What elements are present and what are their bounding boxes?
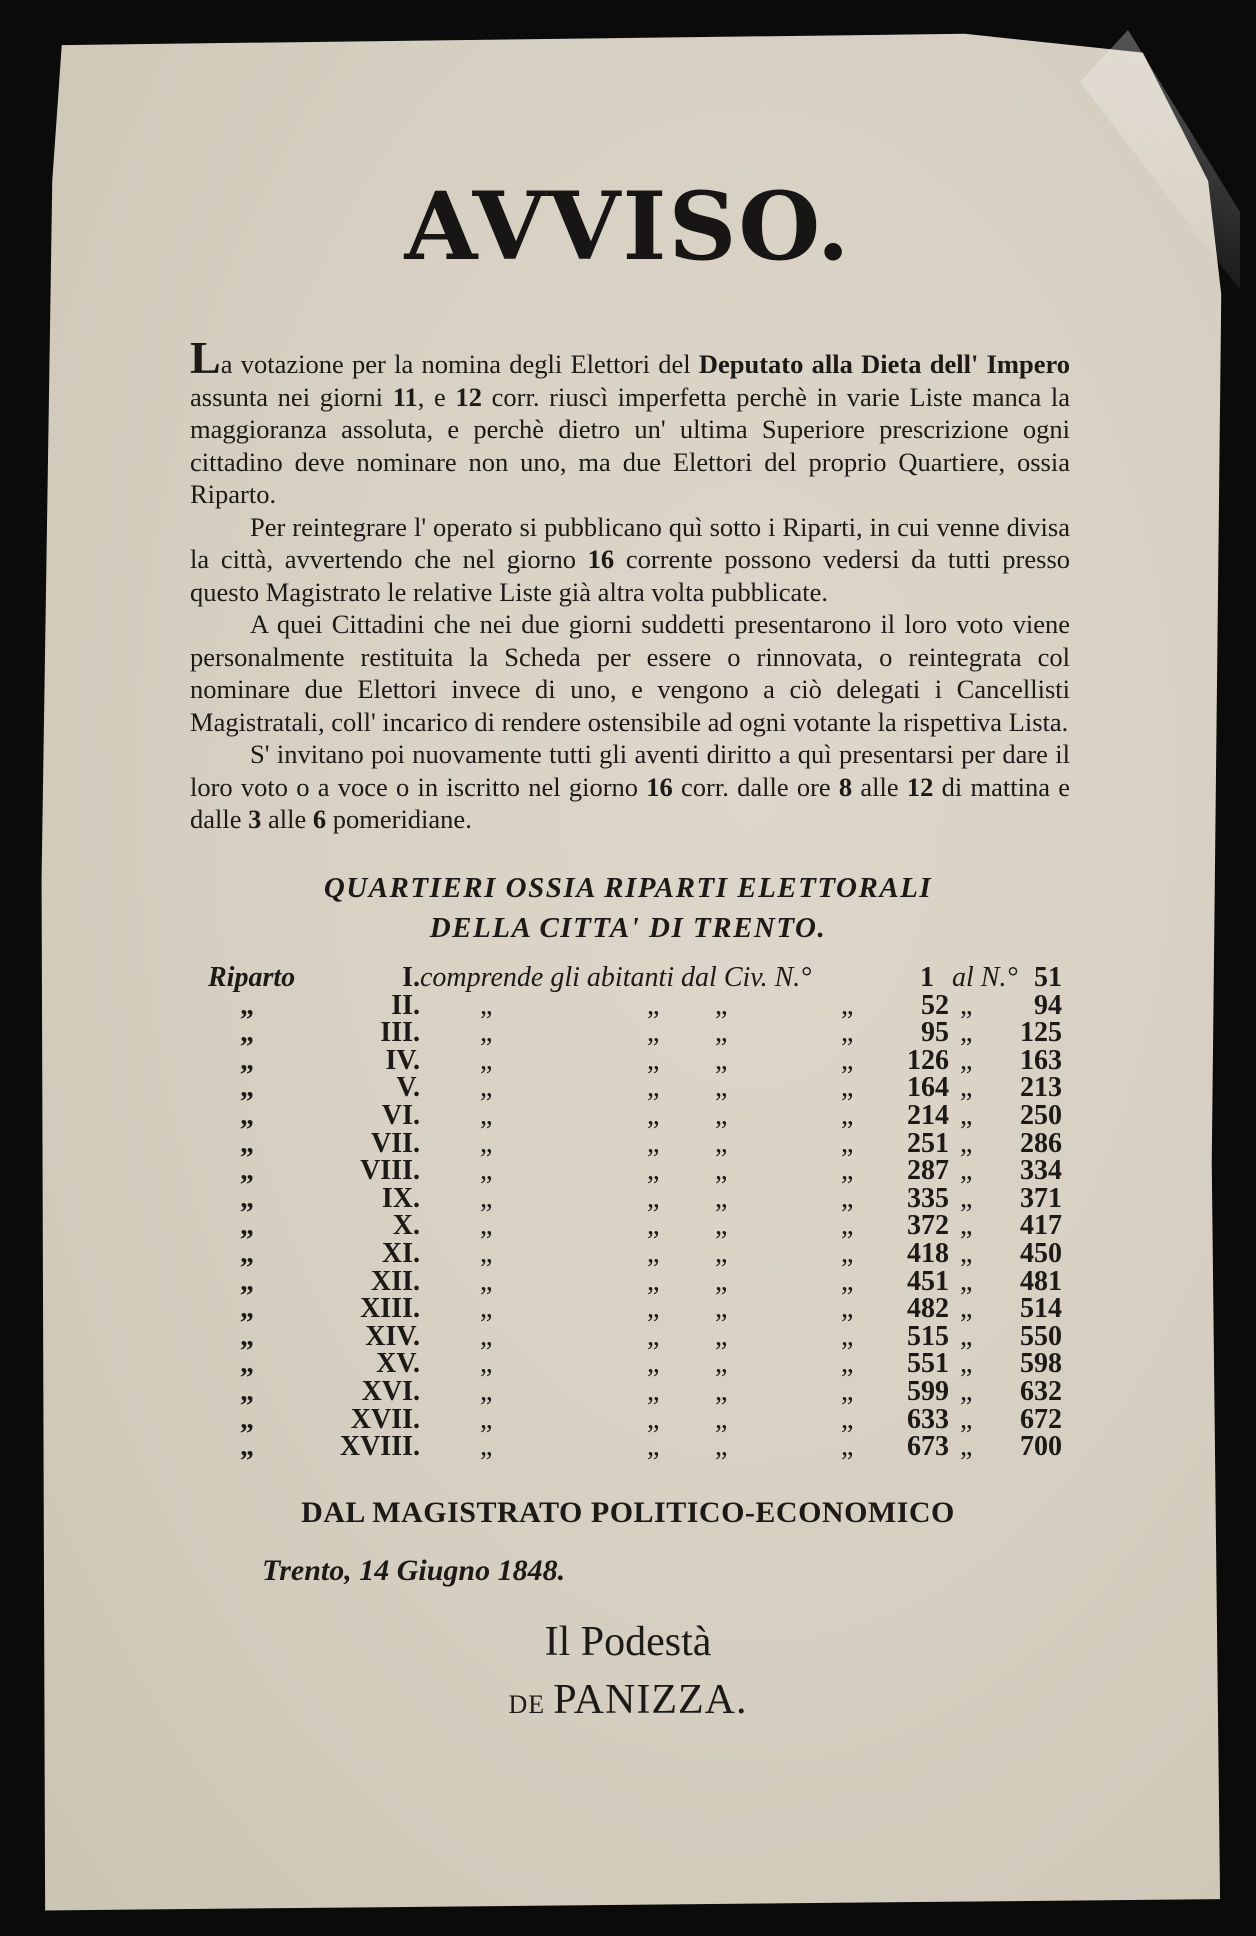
ditto-mark: „ [960, 1403, 973, 1435]
ditto-mark: „ [841, 989, 854, 1021]
ditto-mark: „ [960, 1375, 973, 1407]
civ-to: 481 [1020, 1265, 1062, 1297]
table-row [190, 1403, 1070, 1435]
ditto-mark: „ [647, 1210, 660, 1242]
ditto-mark: „ [647, 989, 660, 1021]
ditto-mark: „ [647, 1127, 660, 1159]
ditto-mark: „ [960, 1265, 973, 1297]
table-row [190, 1127, 1070, 1159]
ditto-mark: „ [647, 1293, 660, 1325]
table-row [190, 1044, 1070, 1076]
civ-from: 633 [907, 1403, 949, 1435]
civ-from: 335 [907, 1182, 949, 1214]
ditto-mark: „ [841, 1182, 854, 1214]
ditto-mark: „ [240, 1403, 254, 1435]
table-heading-2: DELLA CITTA' DI TRENTO. [429, 912, 827, 944]
paragraph-1: La votazione per la nomina degli Elettori del Deputato alla Dieta dell' Impero assunta nei giorni 11, e 12 corr. riuscì imperfetta perchè in varie Liste manca la maggioranza assoluta, e perchè dietro un' ultima Superiore prescrizione ogni cittadino deve nominare non uno, ma due Elettori del proprio Quartiere, ossia Riparto. [190, 332, 1071, 509]
riparto-number: XVII. [350, 1403, 420, 1435]
riparto-number: VI. [381, 1099, 420, 1131]
ditto-mark: „ [960, 1293, 973, 1325]
civ-to: 371 [1020, 1182, 1062, 1214]
ditto-mark: „ [240, 1072, 254, 1104]
ditto-mark: „ [960, 1320, 973, 1352]
ditto-mark: „ [715, 1210, 728, 1242]
table-row [190, 1237, 1070, 1269]
ditto-mark: „ [647, 1099, 660, 1131]
table-row [190, 1072, 1070, 1104]
civ-to: 286 [1020, 1127, 1062, 1159]
table-row [190, 1182, 1070, 1214]
ditto-mark: „ [841, 1403, 854, 1435]
civ-from: 599 [907, 1375, 949, 1407]
ditto-mark: „ [480, 1099, 493, 1131]
ditto-mark: „ [480, 1182, 493, 1214]
ditto-mark: „ [480, 1017, 493, 1049]
ditto-mark: „ [960, 1072, 973, 1104]
table-row [190, 989, 1070, 1021]
table-row [190, 1293, 1070, 1325]
ditto-mark: „ [841, 1044, 854, 1076]
civ-from: 251 [907, 1127, 949, 1159]
civ-to: 250 [1020, 1099, 1062, 1131]
ditto-mark: „ [715, 1293, 728, 1325]
riparto-number: XVIII. [339, 1431, 420, 1463]
ditto-mark: „ [841, 1127, 854, 1159]
ditto-mark: „ [960, 1237, 973, 1269]
civ-from: 418 [907, 1237, 949, 1269]
ditto-mark: „ [715, 1403, 728, 1435]
ditto-mark: „ [715, 1072, 728, 1104]
signatory-office: Il Podestà [544, 1619, 712, 1665]
ditto-mark: „ [841, 1099, 854, 1131]
ditto-mark: „ [960, 1155, 973, 1187]
ditto-mark: „ [647, 1155, 660, 1187]
ditto-mark: „ [240, 1155, 254, 1187]
ditto-mark: „ [240, 1320, 254, 1352]
al-text: al N.° [952, 962, 1018, 993]
civ-to: 334 [1020, 1155, 1062, 1187]
civ-to: 450 [1020, 1237, 1062, 1269]
civ-from: 95 [921, 1017, 949, 1049]
ditto-mark: „ [240, 989, 254, 1021]
ditto-mark: „ [715, 1237, 728, 1269]
civ-from: 126 [907, 1044, 949, 1076]
civ-from: 551 [907, 1348, 949, 1380]
civ-to: 213 [1020, 1072, 1062, 1104]
ditto-mark: „ [647, 1072, 660, 1104]
ditto-mark: „ [960, 1431, 973, 1463]
ditto-mark: „ [240, 1293, 254, 1325]
riparti-table [190, 962, 1070, 1463]
ditto-mark: „ [240, 1017, 254, 1049]
table-row [190, 1099, 1070, 1131]
ditto-mark: „ [480, 1072, 493, 1104]
riparto-number: X. [392, 1210, 420, 1242]
civ-from: 515 [907, 1320, 949, 1352]
civ-from: 287 [907, 1155, 949, 1187]
ditto-mark: „ [480, 1348, 493, 1380]
notice-body [190, 332, 1071, 836]
ditto-mark: „ [841, 1348, 854, 1380]
name-prefix: DE [508, 1690, 546, 1719]
ditto-mark: „ [841, 1072, 854, 1104]
poster-title: AVVISO. [404, 172, 852, 282]
riparto-label: Riparto [208, 962, 296, 993]
riparto-number: XII. [370, 1265, 420, 1297]
civ-to: 550 [1020, 1320, 1062, 1352]
riparto-number: VIII. [360, 1155, 420, 1187]
ditto-mark: „ [715, 1348, 728, 1380]
civ-to: 514 [1020, 1293, 1062, 1325]
ditto-mark: „ [841, 1431, 854, 1463]
ditto-mark: „ [841, 1155, 854, 1187]
civ-to: 94 [1034, 989, 1062, 1021]
table-row [190, 1017, 1070, 1049]
issuing-authority: DAL MAGISTRATO POLITICO-ECONOMICO [301, 1496, 955, 1529]
ditto-mark: „ [647, 1348, 660, 1380]
ditto-mark: „ [960, 1044, 973, 1076]
ditto-mark: „ [647, 1017, 660, 1049]
ditto-mark: „ [240, 1210, 254, 1242]
ditto-mark: „ [480, 1431, 493, 1463]
ditto-mark: „ [480, 1127, 493, 1159]
civ-to: 417 [1020, 1210, 1062, 1242]
riparto-number: IV. [385, 1044, 420, 1076]
riparto-number: V. [396, 1072, 420, 1104]
ditto-mark: „ [841, 1265, 854, 1297]
ditto-mark: „ [647, 1182, 660, 1214]
table-row [190, 962, 1070, 993]
ditto-mark: „ [960, 1099, 973, 1131]
name-surname: PANIZZA. [553, 1677, 748, 1723]
riparto-number: XV. [376, 1348, 420, 1380]
ditto-mark: „ [480, 1403, 493, 1435]
table-row [190, 1431, 1070, 1463]
ditto-mark: „ [480, 1293, 493, 1325]
ditto-mark: „ [240, 1348, 254, 1380]
ditto-mark: „ [715, 1155, 728, 1187]
civ-from: 164 [907, 1072, 949, 1104]
civ-from: 1 [920, 962, 934, 993]
ditto-mark: „ [647, 1044, 660, 1076]
ditto-mark: „ [480, 1265, 493, 1297]
ditto-mark: „ [715, 1127, 728, 1159]
ditto-mark: „ [480, 1210, 493, 1242]
table-row [190, 1210, 1070, 1242]
riparto-number: VII. [370, 1127, 420, 1159]
comprende-text: comprende gli abitanti dal Civ. N.° [420, 962, 812, 993]
table-row [190, 1265, 1070, 1297]
civ-to: 598 [1020, 1348, 1062, 1380]
ditto-mark: „ [841, 1017, 854, 1049]
civ-to: 700 [1020, 1431, 1062, 1463]
ditto-mark: „ [715, 1017, 728, 1049]
ditto-mark: „ [715, 1265, 728, 1297]
civ-to: 51 [1034, 962, 1062, 993]
ditto-mark: „ [480, 1237, 493, 1269]
civ-to: 672 [1020, 1403, 1062, 1435]
issue-date: Trento, 14 Giugno 1848. [262, 1554, 566, 1587]
ditto-mark: „ [841, 1210, 854, 1242]
civ-from: 52 [921, 989, 949, 1021]
paragraph-4: S' invitano poi nuovamente tutti gli aventi diritto a quì presentarsi per dare il loro voto o a voce o in iscritto nel giorno 16 corr. dalle ore 8 alle 12 di mattina e dalle 3 alle 6 pomeridiane. [190, 739, 1070, 834]
riparto-number: II. [391, 989, 420, 1021]
ditto-mark: „ [240, 1265, 254, 1297]
ditto-mark: „ [715, 1182, 728, 1214]
ditto-mark: „ [960, 1210, 973, 1242]
riparto-number: I. [402, 962, 420, 993]
ditto-mark: „ [480, 1320, 493, 1352]
paragraph-3: A quei Cittadini che nei due giorni suddetti presentarono il loro voto viene personalmente restituita la Scheda per essere o rinnovata, o reintegrata col nominare due Elettori invece di uno, e vengono a ciò delegati i Cancellisti Magistratali, coll' incarico di rendere ostensibile ad ogni votante la rispettiva Lista. [190, 609, 1070, 737]
ditto-mark: „ [480, 1375, 493, 1407]
ditto-mark: „ [715, 1431, 728, 1463]
drop-cap: L [190, 332, 221, 383]
table-row [190, 1155, 1070, 1187]
ditto-mark: „ [841, 1237, 854, 1269]
civ-from: 482 [907, 1293, 949, 1325]
civ-to: 125 [1020, 1017, 1062, 1049]
ditto-mark: „ [647, 1375, 660, 1407]
riparto-number: XIV. [365, 1320, 420, 1352]
ditto-mark: „ [647, 1320, 660, 1352]
civ-from: 451 [907, 1265, 949, 1297]
civ-from: 372 [907, 1210, 949, 1242]
ditto-mark: „ [841, 1375, 854, 1407]
ditto-mark: „ [715, 1320, 728, 1352]
paragraph-2: Per reintegrare l' operato si pubblicano quì sotto i Riparti, in cui venne divisa la città, avvertendo che nel giorno 16 corrente possono vedersi da tutti presso questo Magistrato le relative Liste già altra volta pubblicate. [190, 511, 1071, 607]
ditto-mark: „ [647, 1431, 660, 1463]
ditto-mark: „ [480, 989, 493, 1021]
ditto-mark: „ [960, 1017, 973, 1049]
riparto-number: IX. [381, 1182, 420, 1214]
riparto-number: III. [380, 1017, 420, 1049]
table-row [190, 1320, 1070, 1352]
ditto-mark: „ [240, 1375, 254, 1407]
riparto-number: XIII. [360, 1293, 420, 1325]
civ-from: 214 [907, 1099, 949, 1131]
ditto-mark: „ [960, 1127, 973, 1159]
ditto-mark: „ [647, 1403, 660, 1435]
ditto-mark: „ [841, 1320, 854, 1352]
ditto-mark: „ [960, 989, 973, 1021]
ditto-mark: „ [715, 989, 728, 1021]
ditto-mark: „ [960, 1348, 973, 1380]
ditto-mark: „ [960, 1182, 973, 1214]
ditto-mark: „ [715, 1375, 728, 1407]
ditto-mark: „ [480, 1155, 493, 1187]
ditto-mark: „ [240, 1044, 254, 1076]
ditto-mark: „ [647, 1265, 660, 1297]
signatory-name [0, 1676, 1256, 1724]
table-heading-1: QUARTIERI OSSIA RIPARTI ELETTORALI [323, 872, 933, 904]
ditto-mark: „ [715, 1099, 728, 1131]
civ-to: 632 [1020, 1375, 1062, 1407]
ditto-mark: „ [841, 1293, 854, 1325]
riparto-number: XI. [381, 1237, 420, 1269]
ditto-mark: „ [240, 1237, 254, 1269]
ditto-mark: „ [240, 1099, 254, 1131]
ditto-mark: „ [240, 1182, 254, 1214]
civ-from: 673 [907, 1431, 949, 1463]
ditto-mark: „ [647, 1237, 660, 1269]
civ-to: 163 [1020, 1044, 1062, 1076]
ditto-mark: „ [240, 1431, 254, 1463]
ditto-mark: „ [715, 1044, 728, 1076]
ditto-mark: „ [240, 1127, 254, 1159]
ditto-mark: „ [480, 1044, 493, 1076]
riparto-number: XVI. [361, 1375, 420, 1407]
table-row [190, 1375, 1070, 1407]
table-row [190, 1348, 1070, 1380]
